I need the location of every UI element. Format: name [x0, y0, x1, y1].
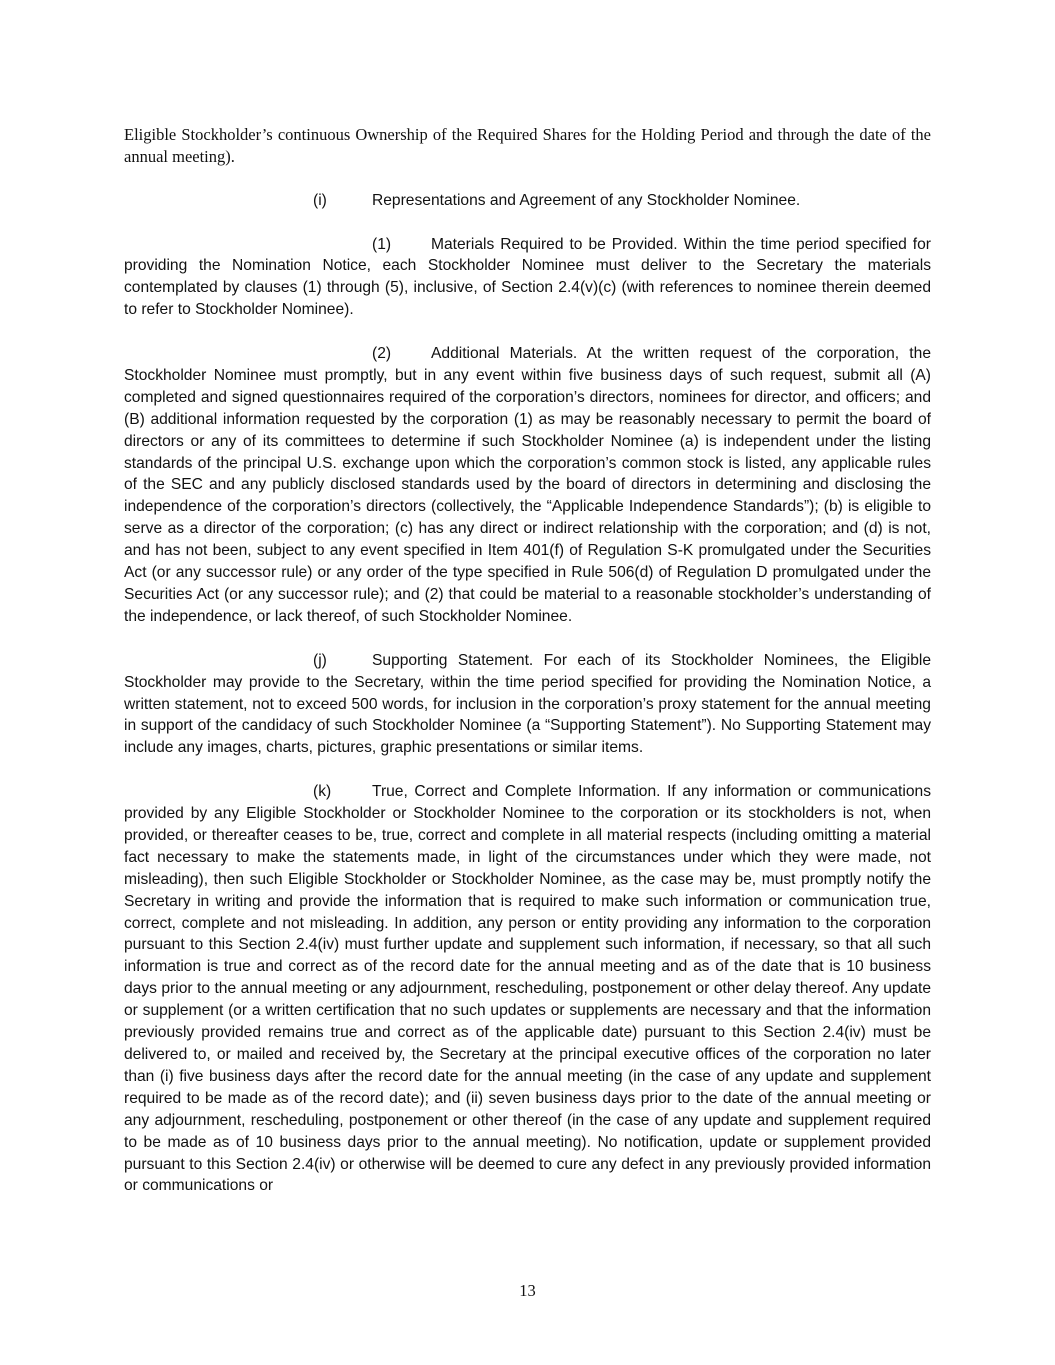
- section-i2-number: (2): [372, 345, 392, 363]
- section-i2-paragraph: [124, 343, 931, 628]
- section-k-text: True, Correct and Complete Information. If any information or communications provided by any Eligible Stockholder or Stockholder Nominee to the corporation or its stockholders is not, when provided, or thereafter ceases to be, true, correct and complete in all material respects (including omitting a material fact necessary to make the statements made, in light of the circumstances under which they were made, not misleading), then such Eligible Stockholder or Stockholder Nominee, as the case may be, must promptly notify the Secretary in writing and provide the information that is required to make such information or communication true, correct, complete and not misleading. In addition, any person or entity providing any information to the corporation pursuant to this Section 2.4(iv) must further update and supplement such information, if necessary, so that all such information is true and correct as of the record date for the annual meeting and as of the date that is 10 business days prior to the annual meeting or any adjournment, rescheduling, postponement or other delay thereof. Any update or supplement (or a written certification that no such updates or supplements are necessary and that the information previously provided remains true and correct as of the applicable date) pursuant to this Section 2.4(iv) must be delivered to, or mailed and received by, the Secretary at the principal executive offices of the corporation no later than (i) five business days after the record date for the annual meeting (in the case of any update and supplement required to be made as of the record date); and (ii) seven business days prior to the date of the annual meeting or any adjournment, rescheduling, postponement or other thereof (in the case of any update and supplement required to be made as of 10 business days prior to the annual meeting). No notification, update or supplement provided pursuant to this Section 2.4(iv) or otherwise will be deemed to cure any defect in any previously provided information or communications or: [124, 783, 931, 1195]
- section-k-paragraph: [124, 781, 931, 1197]
- section-k-number: (k): [313, 783, 332, 801]
- section-i1-number: (1): [372, 235, 392, 253]
- document-page: [124, 124, 931, 1197]
- section-i1-text: Materials Required to be Provided. Within the time period specified for providing the Nomination Notice, each Stockholder Nominee must deliver to the Secretary the materials contemplated by clauses (1) through (5), inclusive, of Section 2.4(v)(c) (with references to nominee therein deemed to refer to Stockholder Nominee).: [124, 235, 931, 319]
- section-i-heading: [124, 190, 931, 212]
- section-j-number: (j): [313, 651, 327, 669]
- section-i2-text: Additional Materials. At the written request of the corporation, the Stockholder Nominee must promptly, but in any event within five business days of such request, submit all (A) completed and signed questionnaires required of the corporation’s directors, nominees for director, and officers; and (B) additional information requested by the corporation (1) as may be reasonably necessary to permit the board of directors or any of its committees to determine if such Stockholder Nominee (a) is independent under the listing standards of the principal U.S. exchange upon which the corporation’s common stock is listed, any applicable rules of the SEC and any publicly disclosed standards used by the board of directors in determining and disclosing the independence of the corporation’s directors (collectively, the “Applicable Independence Standards”); (b) is eligible to serve as a director of the corporation; (c) has any direct or indirect relationship with the corporation; and (d) is not, and has not been, subject to any event specified in Item 401(f) of Regulation S-K promulgated under the Securities Act (or any successor rule) or any order of the type specified in Rule 506(d) of Regulation D promulgated under the Securities Act (or any successor rule); and (2) that could be material to a reasonable stockholder’s understanding of the independence, or lack thereof, of such Stockholder Nominee.: [124, 345, 931, 625]
- section-i-title: Representations and Agreement of any Stockholder Nominee.: [372, 191, 801, 209]
- intro-paragraph: Eligible Stockholder’s continuous Ownership of the Required Shares for the Holding Period and through the date of the annual meeting).: [124, 125, 931, 166]
- section-j-text: Supporting Statement. For each of its Stockholder Nominees, the Eligible Stockholder may provide to the Secretary, within the time period specified for providing the Nomination Notice, a written statement, not to exceed 500 words, for inclusion in the corporation’s proxy statement for the annual meeting in support of the candidacy of such Stockholder Nominee (a “Supporting Statement”). No Supporting Statement may include any images, charts, pictures, graphic presentations or similar items.: [124, 651, 931, 757]
- section-j-paragraph: [124, 650, 931, 760]
- section-i1-paragraph: [124, 234, 931, 322]
- section-i-number: (i): [313, 191, 327, 209]
- page-number: 13: [519, 1281, 536, 1300]
